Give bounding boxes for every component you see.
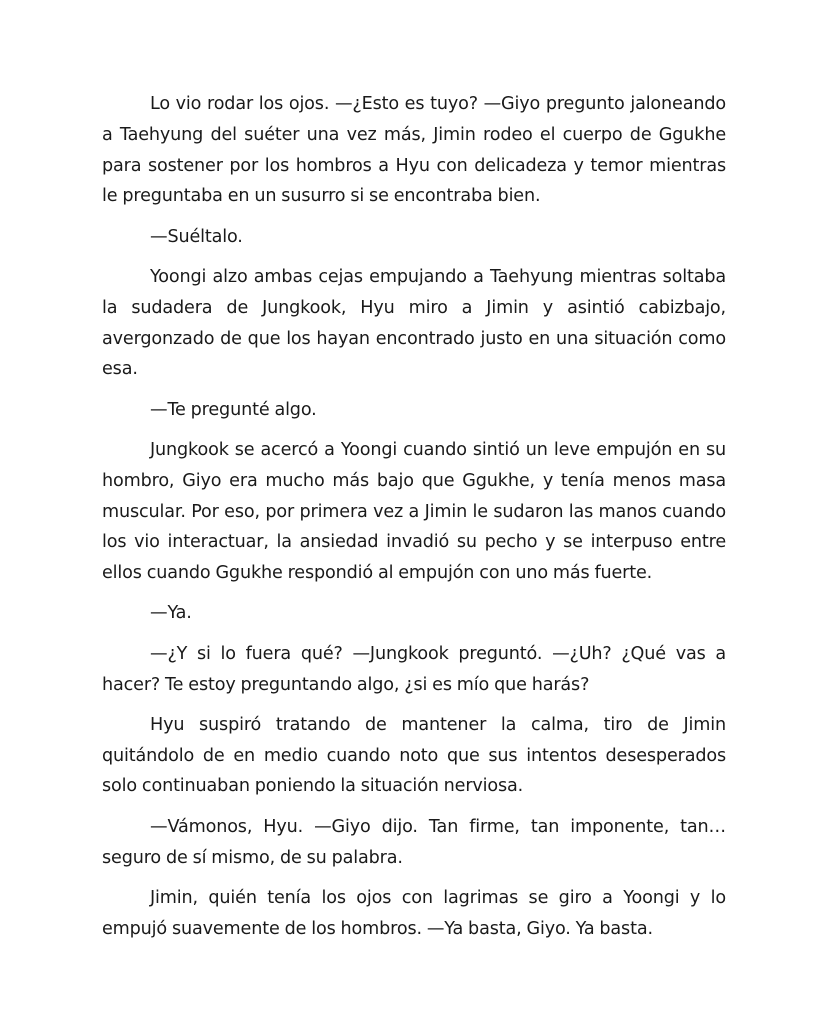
paragraph: Hyu suspiró tratando de mantener la calma, tiro de Jimin quitándolo de en medio cuando noto que sus intentos desesperados solo continuaban poniendo la situación nerviosa. — [102, 714, 726, 797]
paragraph: Jimin, quién tenía los ojos con lagrimas se giro a Yoongi y lo empujó suavemente de los hombros. —Ya basta, Giyo. Ya basta. — [102, 887, 726, 939]
paragraph: —Suéltalo. — [150, 226, 243, 247]
paragraph: —Ya. — [150, 603, 192, 624]
paragraph: Jungkook se acercó a Yoongi cuando sintió un leve empujón en su hombro, Giyo era mucho más bajo que Ggukhe, y tenía menos masa muscular. Por eso, por primera vez a Jimin le sudaron las manos cuando los vio interactuar, la ansiedad invadió su pecho y se interpuso entre ellos cuando Ggukhe respondió al empujón con uno más fuerte. — [102, 439, 726, 584]
document-page — [102, 89, 726, 953]
paragraph: —Vámonos, Hyu. —Giyo dijo. Tan firme, tan imponente, tan… seguro de sí mismo, de su palabra. — [102, 816, 726, 868]
paragraph: Lo vio rodar los ojos. —¿Esto es tuyo? —Giyo pregunto jaloneando a Taehyung del suéter una vez más, Jimin rodeo el cuerpo de Ggukhe para sostener por los hombros a Hyu con delicadeza y temor mientras le preguntaba en un susurro si se encontraba bien. — [102, 94, 726, 207]
paragraph: Yoongi alzo ambas cejas empujando a Taehyung mientras soltaba la sudadera de Jungkook, Hyu miro a Jimin y asintió cabizbajo, avergonzado de que los hayan encontrado justo en una situación como esa. — [102, 266, 726, 380]
paragraph: —Te pregunté algo. — [150, 399, 317, 420]
paragraph: —¿Y si lo fuera qué? —Jungkook preguntó. —¿Uh? ¿Qué vas a hacer? Te estoy preguntando algo, ¿si es mío que harás? — [102, 643, 726, 695]
